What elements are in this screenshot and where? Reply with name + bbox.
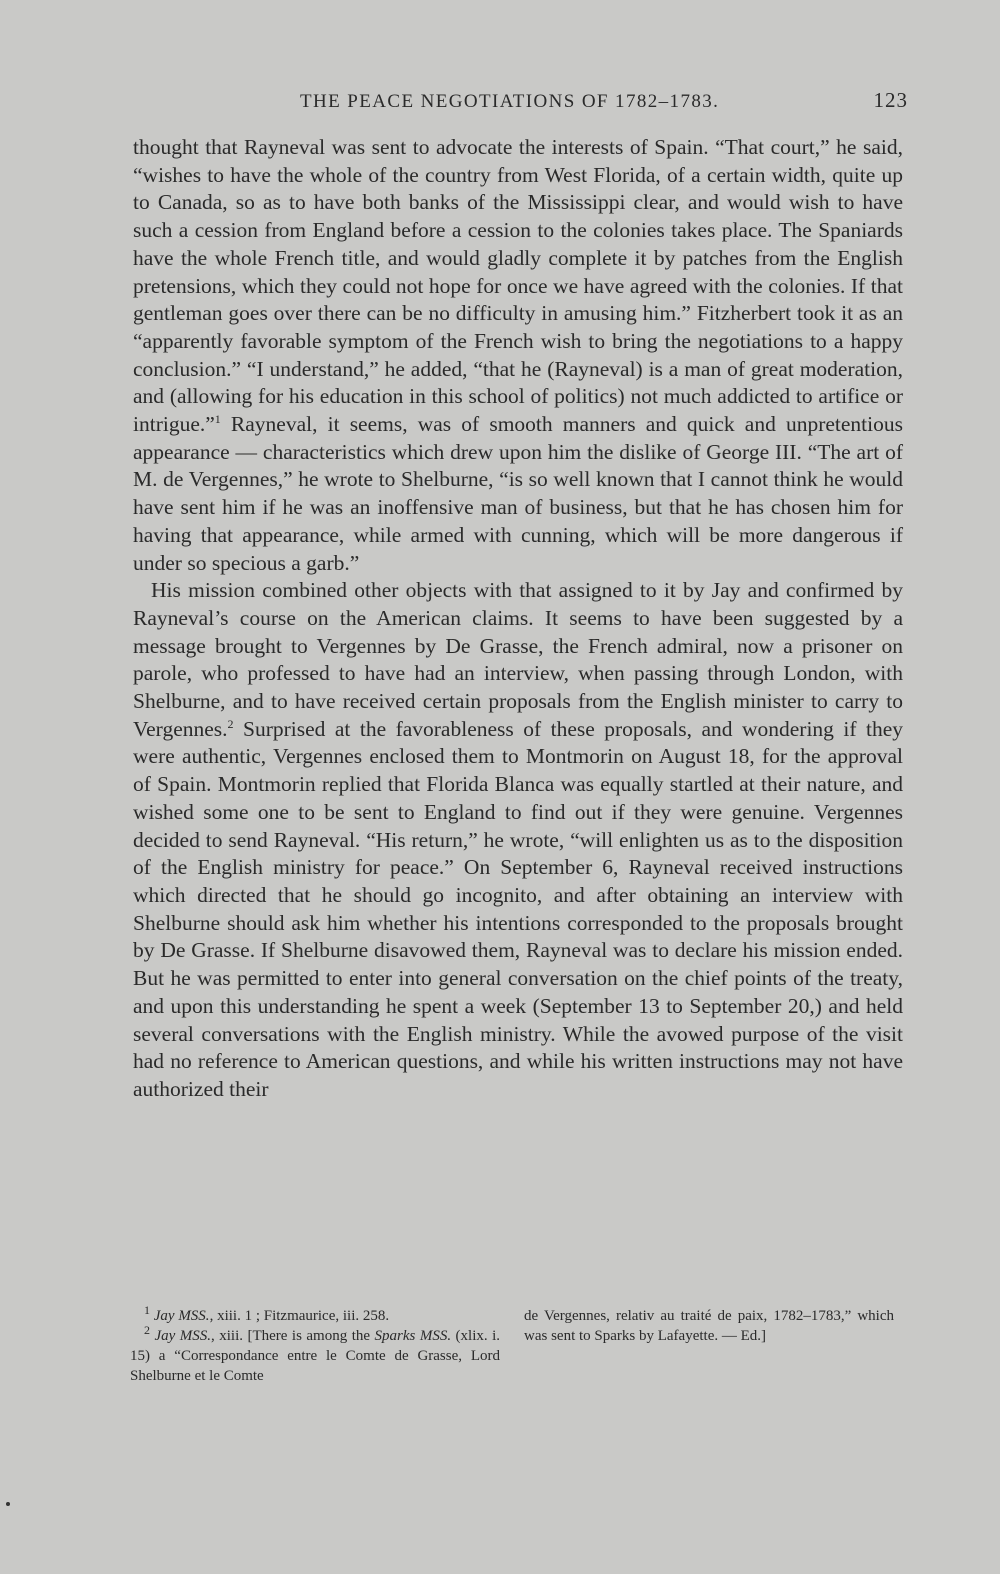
- footnotes-left-column: [130, 1303, 501, 1386]
- paragraph-1-text-a: thought that Rayneval was sent to advocate the interests of Spain. “That court,” he said, “wishes to have the whole of the country from West Florida, of a certain width, quite up to Canada, so as to have both banks of the Mississippi clear, and would wish to have such a cession from England before a cession to the colonies takes place. The Spaniards have the whole French title, and would gladly complete it by patches from the English pretensions, which they could not hope for once we have agreed with the colonies. If that gentleman goes over there can be no difficulty in amusing him.” Fitzherbert took it as an “apparently favorable symptom of the French wish to bring the negotiations to a happy conclusion.” “I understand,” he added, “that he (Rayneval) is a man of great moderation, and (allowing for his education in this school of politics) not much addicted to artifice or intrigue.”: [133, 135, 903, 437]
- footnote-2-source-sparks: Sparks: [374, 1328, 416, 1344]
- paper-speck: [6, 1502, 10, 1506]
- body-text: [133, 134, 903, 1104]
- footnote-1-marker: 1: [144, 1303, 150, 1317]
- footnote-2-continued: de Vergennes, relativ au traité de paix, 1782–1783,” which was sent to Sparks by Lafayette. — Ed.]: [524, 1308, 894, 1344]
- running-header: [300, 88, 908, 113]
- paragraph-1-text-b: Rayneval, it seems, was of smooth manners and quick and unpretentious appearance — characteristics which drew upon him the dislike of George III. “The art of M. de Vergennes,” he wrote to Shelburne, “is so well known that I cannot think he would have sent him if he was an inoffensive man of business, but that he has chosen him for having that appearance, while armed with cunning, which will be more dangerous if under so specious a garb.”: [133, 412, 903, 575]
- footnote-1-source: Jay MSS.: [153, 1308, 210, 1324]
- footnote-ref-1: 1: [214, 411, 221, 426]
- page-number: 123: [873, 88, 908, 112]
- footnote-2-text-b: (xlix. i. 15) a “Correspondance entre le Comte de Grasse, Lord Shelburne et le Comte: [130, 1328, 501, 1384]
- paragraph-2-text-a: His mission combined other objects with that assigned to it by Jay and confirmed by Rayneval’s course on the American claims. It seems to have been suggested by a message brought to Vergennes by De Grasse, the French admiral, now a prisoner on parole, who professed to have had an interview, when passing through London, with Shelburne, and to have received certain proposals from the English minister to carry to Vergennes.: [133, 578, 903, 741]
- footnote-2: [130, 1323, 501, 1386]
- footnotes: [130, 1303, 894, 1386]
- footnote-1-text: , xiii. 1 ; Fitzmaurice, iii. 258.: [209, 1308, 390, 1324]
- paragraph-2-text-b: Surprised at the favorableness of these proposals, and wondering if they were authentic, Vergennes enclosed them to Montmorin on August 18, for the approval of Spain. Montmorin replied that Florida Blanca was equally startled at their nature, and wished some one to be sent to England to find out if they were genuine. Vergennes decided to send Rayneval. “His return,” he wrote, “will enlighten us as to the disposition of the English ministry for peace.” On September 6, Rayneval received instructions which directed that he should go incognito, and after obtaining an interview with Shelburne should ask him whether his intentions corresponded to the proposals brought by De Grasse. If Shelburne disavowed them, Rayneval was to declare his mission ended. But he was permitted to enter into general conversation on the chief points of the treaty, and upon this understanding he spent a week (September 13 to September 20,) and held several conversations with the English ministry. While the avowed purpose of the visit had no reference to American questions, and while his written instructions may not have authorized their: [133, 716, 903, 1101]
- footnote-2-source: Jay MSS.: [154, 1328, 212, 1344]
- footnote-1: [130, 1303, 500, 1326]
- footnote-2-marker: 2: [144, 1323, 150, 1337]
- running-title: THE PEACE NEGOTIATIONS OF 1782–1783.: [300, 91, 720, 112]
- paragraph-1: [133, 134, 903, 577]
- paragraph-2: [133, 577, 903, 1103]
- footnotes-right-column: [524, 1306, 894, 1386]
- footnote-ref-2: 2: [227, 716, 234, 731]
- footnote-2-source-mss: MSS.: [419, 1328, 452, 1344]
- footnote-2-text-a: , xiii. [There is among the: [211, 1328, 375, 1344]
